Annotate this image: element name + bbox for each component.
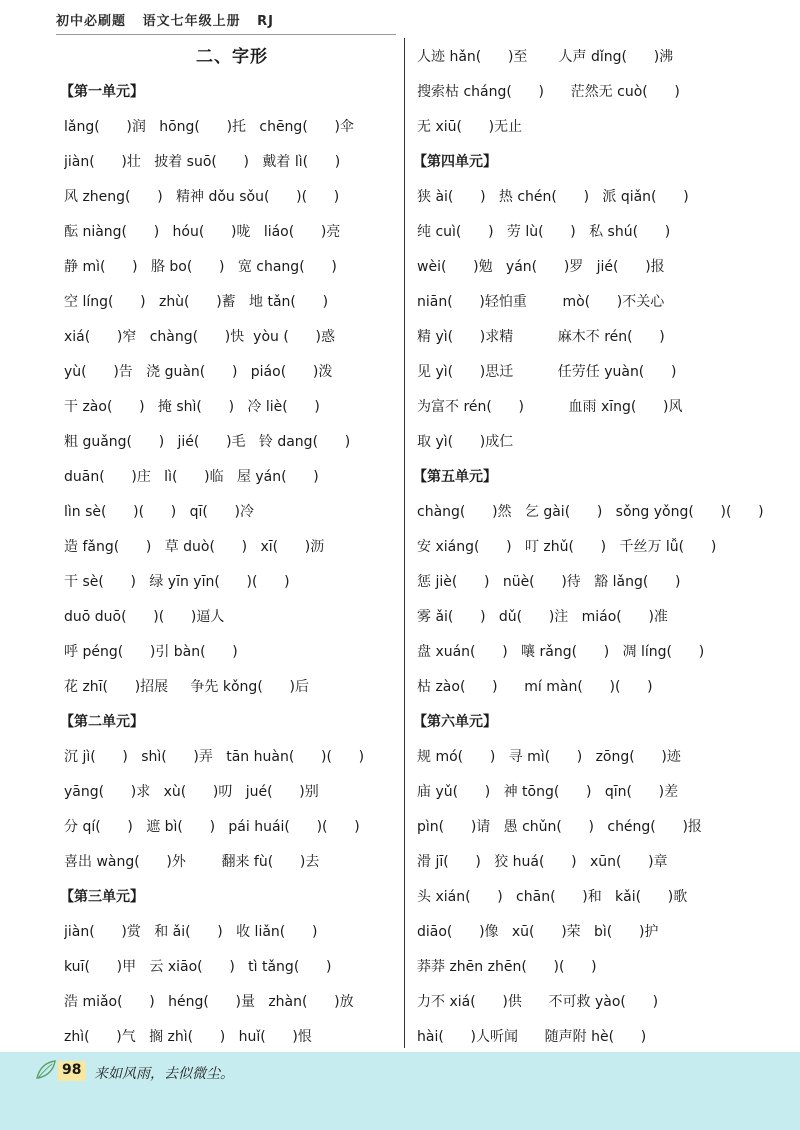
exercise-line: 头 xián( ) chān( )和 kǎi( )歌 — [417, 889, 688, 905]
unit-heading: 【第六单元】 — [413, 714, 497, 730]
column-divider — [404, 38, 405, 1048]
exercise-line: yù( )告 浇 guàn( ) piáo( )泼 — [64, 364, 333, 380]
exercise-line: 庙 yǔ( ) 神 tōng( ) qīn( )差 — [417, 784, 679, 800]
exercise-line: 花 zhī( )招展 争先 kǒng( )后 — [64, 679, 309, 695]
exercise-line: diāo( )像 xū( )荣 bì( )护 — [417, 924, 659, 940]
exercise-line: 狭 ài( ) 热 chén( ) 派 qiǎn( ) — [417, 189, 689, 205]
right-column — [413, 40, 787, 1090]
exercise-line: 干 zào( ) 掩 shì( ) 冷 liè( ) — [64, 399, 320, 415]
exercise-line: 取 yì( )成仁 — [417, 434, 514, 450]
page-number: 98 — [62, 1062, 82, 1078]
exercise-line: 枯 zào( ) mí màn( )( ) — [417, 679, 653, 695]
exercise-line: 莽莽 zhēn zhēn( )( ) — [417, 959, 597, 975]
exercise-line: yāng( )求 xù( )叨 jué( )别 — [64, 784, 319, 800]
leaf-icon — [34, 1058, 58, 1082]
exercise-line: 呼 péng( )引 bàn( ) — [64, 644, 238, 660]
exercise-line: 惩 jiè( ) nüè( )待 豁 lǎng( ) — [417, 574, 681, 590]
exercise-line: wèi( )勉 yán( )罗 jié( )报 — [417, 259, 665, 275]
exercise-line: 安 xiáng( ) 叮 zhǔ( ) 千丝万 lǚ( ) — [417, 539, 717, 555]
exercise-line: jiàn( )壮 披着 suō( ) 戴着 lì( ) — [64, 154, 341, 170]
exercise-line: 空 líng( ) zhù( )蓄 地 tǎn( ) — [64, 294, 329, 310]
section-title: 二、字形 — [196, 47, 268, 67]
exercise-line: 滑 jī( ) 狡 huá( ) xūn( )章 — [417, 854, 668, 870]
unit-heading: 【第一单元】 — [60, 84, 144, 100]
exercise-line: niān( )轻怕重 mò( )不关心 — [417, 294, 665, 310]
exercise-line: 见 yì( )思迁 任劳任 yuàn( ) — [417, 364, 677, 380]
exercise-line: chàng( )然 乞 gài( ) sǒng yǒng( )( ) — [417, 504, 764, 520]
exercise-line: duō duō( )( )逼人 — [64, 609, 225, 625]
unit-heading: 【第三单元】 — [60, 889, 144, 905]
left-column — [60, 40, 400, 1055]
exercise-line: 静 mì( ) 胳 bo( ) 宽 chang( ) — [64, 259, 337, 275]
exercise-line: hài( )人听闻 随声附 hè( ) — [417, 1029, 647, 1045]
header-rule — [56, 34, 396, 35]
exercise-line: 力不 xiá( )供 不可救 yào( ) — [417, 994, 659, 1010]
exercise-line: kuī( )甲 云 xiāo( ) tì tǎng( ) — [64, 959, 332, 975]
footer-motto: 来如风雨，去似微尘。 — [94, 1066, 234, 1082]
exercise-line: 为富不 rén( ) 血雨 xīng( )风 — [417, 399, 683, 415]
exercise-line: 分 qí( ) 遮 bì( ) pái huái( )( ) — [64, 819, 360, 835]
exercise-line: 干 sè( ) 绿 yīn yīn( )( ) — [64, 574, 290, 590]
exercise-line: 人迹 hǎn( )至 人声 dǐng( )沸 — [417, 49, 674, 65]
exercise-line: 沉 jì( ) shì( )弄 tān huàn( )( ) — [64, 749, 365, 765]
exercise-line: 风 zheng( ) 精神 dǒu sǒu( )( ) — [64, 189, 340, 205]
exercise-line: 盘 xuán( ) 嚷 rǎng( ) 凋 líng( ) — [417, 644, 705, 660]
exercise-line: zhì( )气 搁 zhì( ) huǐ( )恨 — [64, 1029, 312, 1045]
exercise-line: 纯 cuì( ) 劳 lù( ) 私 shú( ) — [417, 224, 671, 240]
exercise-line: lǎng( )润 hōng( )托 chēng( )伞 — [64, 119, 354, 135]
unit-heading: 【第二单元】 — [60, 714, 144, 730]
exercise-line: 喜出 wàng( )外 翻来 fù( )去 — [64, 854, 320, 870]
exercise-line: 浩 miǎo( ) héng( )量 zhàn( )放 — [64, 994, 354, 1010]
book-header: 初中必刷题 语文七年级上册 RJ — [56, 14, 275, 29]
exercise-line: jiàn( )赏 和 ǎi( ) 收 liǎn( ) — [64, 924, 318, 940]
exercise-line: 造 fǎng( ) 草 duò( ) xī( )沥 — [64, 539, 325, 555]
unit-heading: 【第四单元】 — [413, 154, 497, 170]
exercise-line: 无 xiū( )无止 — [417, 119, 523, 135]
exercise-line: 精 yì( )求精 麻木不 rén( ) — [417, 329, 665, 345]
exercise-line: pìn( )请 愚 chǔn( ) chéng( )报 — [417, 819, 702, 835]
exercise-line: lìn sè( )( ) qī( )冷 — [64, 504, 255, 520]
exercise-line: 酝 niàng( ) hóu( )咙 liáo( )亮 — [64, 224, 341, 240]
exercise-line: 规 mó( ) 寻 mì( ) zōng( )迹 — [417, 749, 681, 765]
exercise-line: xiá( )窄 chàng( )快 yòu ( )惑 — [64, 329, 335, 345]
unit-heading: 【第五单元】 — [413, 469, 497, 485]
exercise-line: duān( )庄 lì( )临 屋 yán( ) — [64, 469, 319, 485]
exercise-line: 雾 ǎi( ) dǔ( )注 miáo( )准 — [417, 609, 668, 625]
exercise-line: 搜索枯 cháng( ) 茫然无 cuò( ) — [417, 84, 680, 100]
exercise-line: 粗 guǎng( ) jié( )毛 铃 dang( ) — [64, 434, 351, 450]
